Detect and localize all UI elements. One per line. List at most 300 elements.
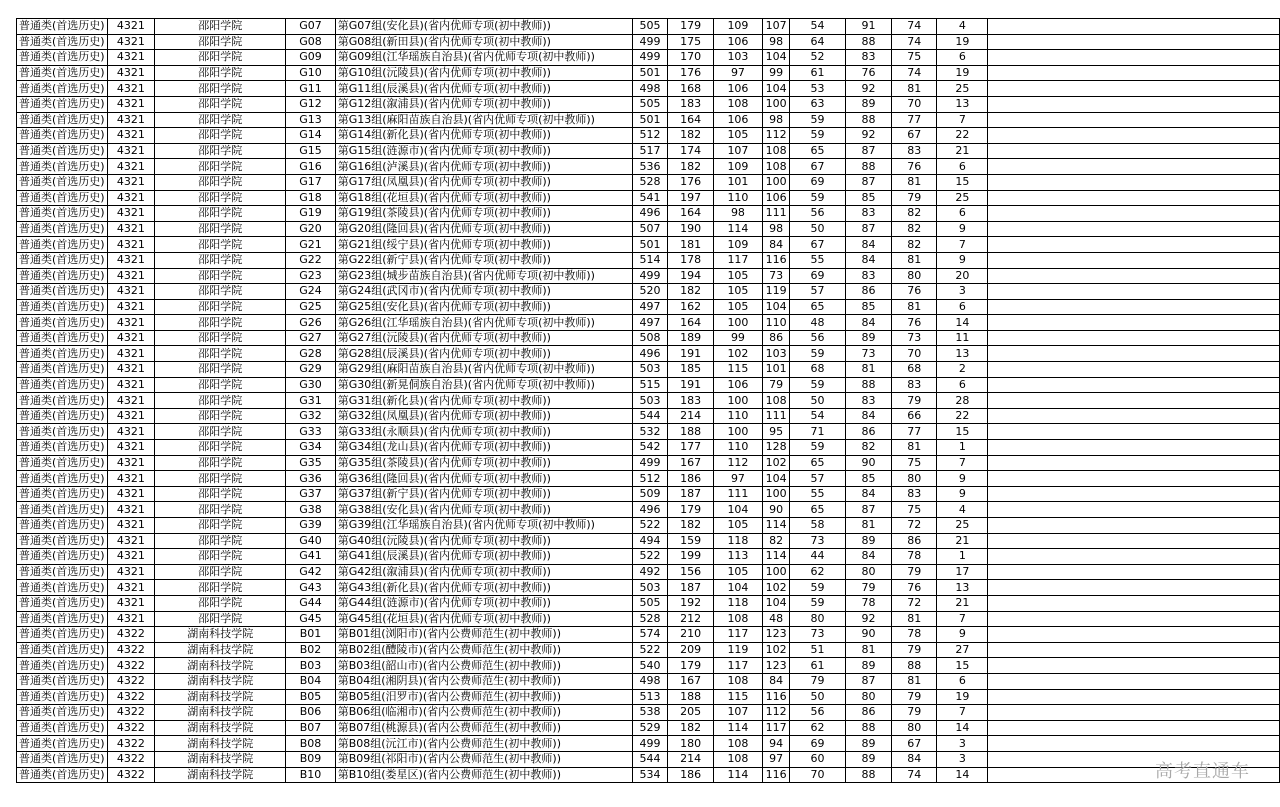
school-name-cell: 邵阳学院 xyxy=(155,549,286,565)
school-code-cell: 4321 xyxy=(107,502,155,518)
score-cell-b: 110 xyxy=(713,408,762,424)
count-cell: 2 xyxy=(937,362,988,378)
score-cell-a: 181 xyxy=(668,237,713,253)
score-cell-a: 176 xyxy=(668,174,713,190)
empty-cell xyxy=(988,34,1280,50)
group-name-cell: 第G42组(溆浦县)(省内优师专项(初中教师)) xyxy=(335,564,632,580)
score-cell-a: 180 xyxy=(668,736,713,752)
category-cell: 普通类(首选历史) xyxy=(17,34,108,50)
table-row xyxy=(17,159,1280,175)
score-cell-b: 108 xyxy=(713,736,762,752)
school-code-cell: 4321 xyxy=(107,252,155,268)
table-row xyxy=(17,221,1280,237)
empty-cell xyxy=(988,580,1280,596)
score-cell-f: 81 xyxy=(892,673,937,689)
score-cell-b: 115 xyxy=(713,362,762,378)
total-score-cell: 492 xyxy=(632,564,668,580)
school-code-cell: 4321 xyxy=(107,299,155,315)
school-code-cell: 4322 xyxy=(107,705,155,721)
empty-cell xyxy=(988,502,1280,518)
group-code-cell: G45 xyxy=(286,611,335,627)
score-cell-a: 179 xyxy=(668,19,713,35)
count-cell: 6 xyxy=(937,50,988,66)
score-cell-b: 106 xyxy=(713,377,762,393)
score-cell-f: 75 xyxy=(892,502,937,518)
score-cell-f: 74 xyxy=(892,65,937,81)
group-code-cell: B09 xyxy=(286,751,335,767)
category-cell: 普通类(首选历史) xyxy=(17,595,108,611)
total-score-cell: 496 xyxy=(632,502,668,518)
school-code-cell: 4321 xyxy=(107,159,155,175)
school-code-cell: 4321 xyxy=(107,408,155,424)
school-code-cell: 4322 xyxy=(107,673,155,689)
count-cell: 21 xyxy=(937,533,988,549)
school-code-cell: 4322 xyxy=(107,736,155,752)
school-code-cell: 4321 xyxy=(107,377,155,393)
table-row xyxy=(17,627,1280,643)
school-code-cell: 4321 xyxy=(107,112,155,128)
score-cell-c: 104 xyxy=(763,50,790,66)
score-cell-e: 87 xyxy=(845,673,891,689)
score-cell-a: 174 xyxy=(668,143,713,159)
score-cell-b: 114 xyxy=(713,767,762,783)
count-cell: 21 xyxy=(937,595,988,611)
empty-cell xyxy=(988,564,1280,580)
group-code-cell: G13 xyxy=(286,112,335,128)
score-cell-b: 101 xyxy=(713,174,762,190)
group-name-cell: 第G27组(沅陵县)(省内优师专项(初中教师)) xyxy=(335,330,632,346)
empty-cell xyxy=(988,658,1280,674)
score-cell-a: 170 xyxy=(668,50,713,66)
score-cell-e: 87 xyxy=(845,174,891,190)
empty-cell xyxy=(988,221,1280,237)
score-cell-a: 175 xyxy=(668,34,713,50)
score-cell-d: 67 xyxy=(790,237,846,253)
score-cell-b: 98 xyxy=(713,206,762,222)
empty-cell xyxy=(988,128,1280,144)
group-name-cell: 第G23组(城步苗族自治县)(省内优师专项(初中教师)) xyxy=(335,268,632,284)
table-row xyxy=(17,486,1280,502)
score-cell-a: 194 xyxy=(668,268,713,284)
score-cell-a: 189 xyxy=(668,330,713,346)
score-cell-b: 105 xyxy=(713,284,762,300)
total-score-cell: 505 xyxy=(632,96,668,112)
total-score-cell: 522 xyxy=(632,518,668,534)
group-name-cell: 第G19组(茶陵县)(省内优师专项(初中教师)) xyxy=(335,206,632,222)
table-row xyxy=(17,128,1280,144)
score-cell-b: 114 xyxy=(713,720,762,736)
score-cell-c: 101 xyxy=(763,362,790,378)
count-cell: 25 xyxy=(937,518,988,534)
school-name-cell: 邵阳学院 xyxy=(155,362,286,378)
group-name-cell: 第G22组(新宁县)(省内优师专项(初中教师)) xyxy=(335,252,632,268)
score-cell-f: 83 xyxy=(892,143,937,159)
score-cell-a: 190 xyxy=(668,221,713,237)
score-cell-e: 88 xyxy=(845,767,891,783)
table-row xyxy=(17,143,1280,159)
score-cell-c: 104 xyxy=(763,81,790,97)
count-cell: 4 xyxy=(937,19,988,35)
score-cell-d: 56 xyxy=(790,330,846,346)
category-cell: 普通类(首选历史) xyxy=(17,206,108,222)
table-row xyxy=(17,658,1280,674)
score-cell-f: 76 xyxy=(892,580,937,596)
table-body xyxy=(17,19,1280,783)
group-name-cell: 第G24组(武冈市)(省内优师专项(初中教师)) xyxy=(335,284,632,300)
score-cell-d: 63 xyxy=(790,96,846,112)
score-cell-b: 106 xyxy=(713,34,762,50)
table-row xyxy=(17,767,1280,783)
score-cell-e: 84 xyxy=(845,486,891,502)
score-cell-e: 88 xyxy=(845,34,891,50)
score-cell-a: 182 xyxy=(668,128,713,144)
score-cell-a: 164 xyxy=(668,112,713,128)
score-cell-f: 76 xyxy=(892,284,937,300)
table-row xyxy=(17,518,1280,534)
count-cell: 4 xyxy=(937,502,988,518)
total-score-cell: 528 xyxy=(632,611,668,627)
table-row xyxy=(17,720,1280,736)
score-cell-b: 100 xyxy=(713,424,762,440)
table-row xyxy=(17,689,1280,705)
group-code-cell: G14 xyxy=(286,128,335,144)
school-code-cell: 4321 xyxy=(107,50,155,66)
school-name-cell: 邵阳学院 xyxy=(155,65,286,81)
school-name-cell: 邵阳学院 xyxy=(155,580,286,596)
table-row xyxy=(17,564,1280,580)
total-score-cell: 499 xyxy=(632,34,668,50)
category-cell: 普通类(首选历史) xyxy=(17,658,108,674)
total-score-cell: 536 xyxy=(632,159,668,175)
score-cell-b: 108 xyxy=(713,673,762,689)
group-name-cell: 第B04组(湘阴县)(省内公费师范生(初中教师)) xyxy=(335,673,632,689)
score-cell-c: 102 xyxy=(763,642,790,658)
score-cell-a: 210 xyxy=(668,627,713,643)
score-cell-f: 79 xyxy=(892,564,937,580)
score-cell-d: 51 xyxy=(790,642,846,658)
score-cell-b: 113 xyxy=(713,549,762,565)
score-cell-c: 102 xyxy=(763,455,790,471)
school-code-cell: 4321 xyxy=(107,595,155,611)
score-cell-e: 88 xyxy=(845,720,891,736)
category-cell: 普通类(首选历史) xyxy=(17,720,108,736)
count-cell: 6 xyxy=(937,206,988,222)
group-name-cell: 第G33组(永顺县)(省内优师专项(初中教师)) xyxy=(335,424,632,440)
score-cell-d: 57 xyxy=(790,284,846,300)
score-cell-f: 82 xyxy=(892,237,937,253)
score-cell-e: 88 xyxy=(845,159,891,175)
score-cell-d: 65 xyxy=(790,143,846,159)
group-code-cell: G29 xyxy=(286,362,335,378)
group-name-cell: 第B05组(汨罗市)(省内公费师范生(初中教师)) xyxy=(335,689,632,705)
score-cell-b: 105 xyxy=(713,268,762,284)
school-name-cell: 邵阳学院 xyxy=(155,393,286,409)
empty-cell xyxy=(988,112,1280,128)
category-cell: 普通类(首选历史) xyxy=(17,237,108,253)
empty-cell xyxy=(988,595,1280,611)
group-code-cell: G22 xyxy=(286,252,335,268)
score-cell-f: 78 xyxy=(892,549,937,565)
category-cell: 普通类(首选历史) xyxy=(17,440,108,456)
group-name-cell: 第G40组(沅陵县)(省内优师专项(初中教师)) xyxy=(335,533,632,549)
score-cell-e: 89 xyxy=(845,533,891,549)
table-row xyxy=(17,237,1280,253)
total-score-cell: 503 xyxy=(632,393,668,409)
score-cell-b: 103 xyxy=(713,50,762,66)
score-cell-b: 108 xyxy=(713,611,762,627)
category-cell: 普通类(首选历史) xyxy=(17,689,108,705)
score-cell-e: 90 xyxy=(845,627,891,643)
score-cell-e: 85 xyxy=(845,471,891,487)
count-cell: 9 xyxy=(937,252,988,268)
count-cell: 9 xyxy=(937,471,988,487)
score-cell-a: 177 xyxy=(668,440,713,456)
group-name-cell: 第G35组(茶陵县)(省内优师专项(初中教师)) xyxy=(335,455,632,471)
score-cell-a: 164 xyxy=(668,315,713,331)
score-cell-d: 56 xyxy=(790,705,846,721)
score-cell-d: 61 xyxy=(790,658,846,674)
score-cell-f: 84 xyxy=(892,751,937,767)
score-cell-b: 97 xyxy=(713,65,762,81)
table-row xyxy=(17,96,1280,112)
group-code-cell: G10 xyxy=(286,65,335,81)
total-score-cell: 532 xyxy=(632,424,668,440)
score-cell-b: 102 xyxy=(713,346,762,362)
group-code-cell: B07 xyxy=(286,720,335,736)
score-cell-f: 82 xyxy=(892,221,937,237)
table-row xyxy=(17,81,1280,97)
score-cell-e: 85 xyxy=(845,190,891,206)
count-cell: 6 xyxy=(937,159,988,175)
empty-cell xyxy=(988,237,1280,253)
score-cell-b: 106 xyxy=(713,81,762,97)
category-cell: 普通类(首选历史) xyxy=(17,377,108,393)
score-cell-a: 156 xyxy=(668,564,713,580)
table-row xyxy=(17,642,1280,658)
score-cell-d: 59 xyxy=(790,190,846,206)
score-cell-f: 67 xyxy=(892,736,937,752)
school-name-cell: 邵阳学院 xyxy=(155,424,286,440)
empty-cell xyxy=(988,455,1280,471)
score-cell-f: 70 xyxy=(892,346,937,362)
score-table xyxy=(16,18,1280,783)
score-cell-c: 82 xyxy=(763,533,790,549)
category-cell: 普通类(首选历史) xyxy=(17,128,108,144)
table-row xyxy=(17,393,1280,409)
table-row xyxy=(17,112,1280,128)
count-cell: 22 xyxy=(937,128,988,144)
school-name-cell: 邵阳学院 xyxy=(155,408,286,424)
count-cell: 7 xyxy=(937,705,988,721)
school-name-cell: 邵阳学院 xyxy=(155,595,286,611)
group-code-cell: G15 xyxy=(286,143,335,159)
score-cell-b: 109 xyxy=(713,19,762,35)
school-name-cell: 邵阳学院 xyxy=(155,174,286,190)
count-cell: 3 xyxy=(937,284,988,300)
score-cell-a: 183 xyxy=(668,393,713,409)
group-name-cell: 第G26组(江华瑶族自治县)(省内优师专项(初中教师)) xyxy=(335,315,632,331)
table-row xyxy=(17,751,1280,767)
school-name-cell: 邵阳学院 xyxy=(155,159,286,175)
group-code-cell: B02 xyxy=(286,642,335,658)
score-cell-c: 94 xyxy=(763,736,790,752)
score-cell-a: 205 xyxy=(668,705,713,721)
score-cell-b: 109 xyxy=(713,159,762,175)
score-cell-c: 117 xyxy=(763,720,790,736)
score-cell-b: 100 xyxy=(713,393,762,409)
school-name-cell: 邵阳学院 xyxy=(155,284,286,300)
school-code-cell: 4321 xyxy=(107,362,155,378)
empty-cell xyxy=(988,705,1280,721)
score-cell-d: 48 xyxy=(790,315,846,331)
school-code-cell: 4321 xyxy=(107,81,155,97)
score-cell-a: 182 xyxy=(668,518,713,534)
category-cell: 普通类(首选历史) xyxy=(17,673,108,689)
table-row xyxy=(17,50,1280,66)
category-cell: 普通类(首选历史) xyxy=(17,81,108,97)
total-score-cell: 499 xyxy=(632,50,668,66)
score-cell-e: 86 xyxy=(845,424,891,440)
score-cell-e: 89 xyxy=(845,96,891,112)
group-code-cell: G34 xyxy=(286,440,335,456)
group-code-cell: G25 xyxy=(286,299,335,315)
school-code-cell: 4321 xyxy=(107,206,155,222)
school-name-cell: 湖南科技学院 xyxy=(155,705,286,721)
school-code-cell: 4321 xyxy=(107,174,155,190)
score-cell-d: 59 xyxy=(790,580,846,596)
score-cell-e: 89 xyxy=(845,330,891,346)
school-name-cell: 邵阳学院 xyxy=(155,502,286,518)
score-cell-c: 104 xyxy=(763,595,790,611)
group-code-cell: G23 xyxy=(286,268,335,284)
category-cell: 普通类(首选历史) xyxy=(17,518,108,534)
total-score-cell: 520 xyxy=(632,284,668,300)
table-row xyxy=(17,377,1280,393)
score-cell-d: 65 xyxy=(790,502,846,518)
group-code-cell: G39 xyxy=(286,518,335,534)
score-cell-b: 118 xyxy=(713,533,762,549)
category-cell: 普通类(首选历史) xyxy=(17,315,108,331)
score-cell-c: 86 xyxy=(763,330,790,346)
score-cell-f: 76 xyxy=(892,159,937,175)
count-cell: 1 xyxy=(937,440,988,456)
score-cell-b: 119 xyxy=(713,642,762,658)
school-name-cell: 邵阳学院 xyxy=(155,346,286,362)
group-code-cell: G21 xyxy=(286,237,335,253)
score-cell-a: 188 xyxy=(668,424,713,440)
empty-cell xyxy=(988,689,1280,705)
count-cell: 7 xyxy=(937,237,988,253)
score-cell-c: 128 xyxy=(763,440,790,456)
group-name-cell: 第G37组(新宁县)(省内优师专项(初中教师)) xyxy=(335,486,632,502)
group-code-cell: G35 xyxy=(286,455,335,471)
empty-cell xyxy=(988,736,1280,752)
score-cell-e: 87 xyxy=(845,143,891,159)
score-cell-f: 74 xyxy=(892,767,937,783)
group-name-cell: 第G29组(麻阳苗族自治县)(省内优师专项(初中教师)) xyxy=(335,362,632,378)
empty-cell xyxy=(988,424,1280,440)
score-cell-d: 68 xyxy=(790,362,846,378)
table-row xyxy=(17,502,1280,518)
group-code-cell: G11 xyxy=(286,81,335,97)
count-cell: 19 xyxy=(937,65,988,81)
total-score-cell: 544 xyxy=(632,751,668,767)
score-cell-b: 107 xyxy=(713,705,762,721)
empty-cell xyxy=(988,346,1280,362)
category-cell: 普通类(首选历史) xyxy=(17,455,108,471)
score-cell-d: 44 xyxy=(790,549,846,565)
score-cell-f: 78 xyxy=(892,627,937,643)
score-cell-b: 114 xyxy=(713,221,762,237)
score-cell-a: 179 xyxy=(668,658,713,674)
score-cell-e: 86 xyxy=(845,284,891,300)
empty-cell xyxy=(988,174,1280,190)
school-name-cell: 湖南科技学院 xyxy=(155,658,286,674)
count-cell: 7 xyxy=(937,455,988,471)
group-code-cell: B06 xyxy=(286,705,335,721)
table-row xyxy=(17,362,1280,378)
group-code-cell: G19 xyxy=(286,206,335,222)
count-cell: 15 xyxy=(937,174,988,190)
school-name-cell: 邵阳学院 xyxy=(155,143,286,159)
score-cell-f: 77 xyxy=(892,112,937,128)
school-name-cell: 邵阳学院 xyxy=(155,237,286,253)
school-code-cell: 4321 xyxy=(107,268,155,284)
score-cell-a: 162 xyxy=(668,299,713,315)
score-cell-a: 159 xyxy=(668,533,713,549)
score-cell-e: 76 xyxy=(845,65,891,81)
score-cell-d: 59 xyxy=(790,377,846,393)
school-code-cell: 4321 xyxy=(107,471,155,487)
school-name-cell: 湖南科技学院 xyxy=(155,642,286,658)
count-cell: 7 xyxy=(937,611,988,627)
group-name-cell: 第G08组(新田县)(省内优师专项(初中教师)) xyxy=(335,34,632,50)
school-name-cell: 邵阳学院 xyxy=(155,315,286,331)
empty-cell xyxy=(988,81,1280,97)
empty-cell xyxy=(988,518,1280,534)
count-cell: 6 xyxy=(937,673,988,689)
total-score-cell: 541 xyxy=(632,190,668,206)
count-cell: 11 xyxy=(937,330,988,346)
school-code-cell: 4321 xyxy=(107,221,155,237)
total-score-cell: 498 xyxy=(632,81,668,97)
school-code-cell: 4321 xyxy=(107,424,155,440)
score-cell-c: 90 xyxy=(763,502,790,518)
total-score-cell: 503 xyxy=(632,580,668,596)
category-cell: 普通类(首选历史) xyxy=(17,533,108,549)
score-cell-d: 58 xyxy=(790,518,846,534)
score-cell-d: 52 xyxy=(790,50,846,66)
category-cell: 普通类(首选历史) xyxy=(17,393,108,409)
school-code-cell: 4321 xyxy=(107,486,155,502)
score-cell-b: 105 xyxy=(713,128,762,144)
group-code-cell: G33 xyxy=(286,424,335,440)
score-cell-d: 65 xyxy=(790,299,846,315)
table-row xyxy=(17,65,1280,81)
group-code-cell: B08 xyxy=(286,736,335,752)
school-name-cell: 邵阳学院 xyxy=(155,252,286,268)
table-row xyxy=(17,206,1280,222)
total-score-cell: 540 xyxy=(632,658,668,674)
table-row xyxy=(17,736,1280,752)
count-cell: 9 xyxy=(937,221,988,237)
table-row xyxy=(17,408,1280,424)
empty-cell xyxy=(988,19,1280,35)
score-cell-a: 167 xyxy=(668,455,713,471)
score-cell-b: 104 xyxy=(713,502,762,518)
score-cell-a: 185 xyxy=(668,362,713,378)
score-cell-f: 70 xyxy=(892,96,937,112)
